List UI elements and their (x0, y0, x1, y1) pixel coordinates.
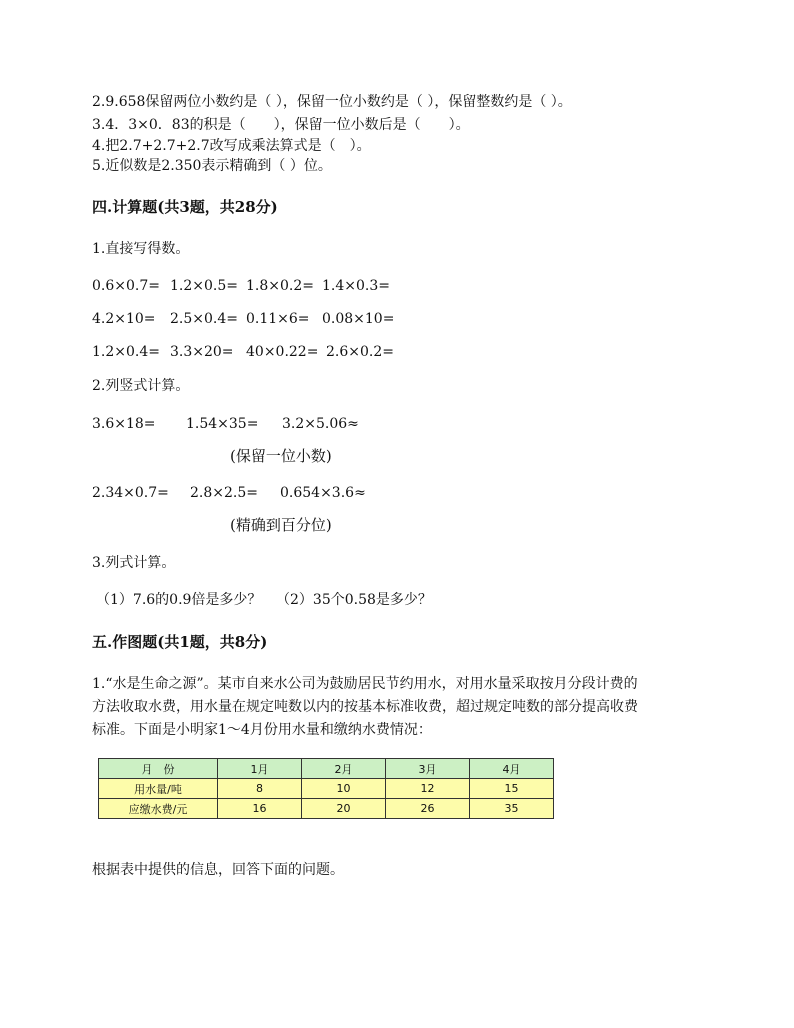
oral-calc-item: 2.6×0.2= (326, 344, 394, 360)
table-header-cell: 2月 (302, 759, 386, 779)
oral-calc-item: 4.2×10= (92, 311, 156, 327)
table-header-row (99, 759, 554, 779)
fill-blank-q5: 5.近似数是2.350表示精确到（ ）位。 (92, 158, 332, 174)
oral-calc-item: 1.4×0.3= (322, 278, 390, 294)
vertical-calc-item: 3.2×5.06≈ (282, 416, 359, 432)
water-fee-table (98, 758, 554, 819)
fill-blank-q2: 2.9.658保留两位小数约是（ ），保留一位小数约是（ ），保留整数约是（ ）。 (92, 94, 572, 110)
vertical-calc-item: 0.654×3.6≈ (280, 485, 366, 501)
section4-q3-label: 3.列式计算。 (92, 555, 176, 571)
oral-calc-item: 0.08×10= (322, 311, 395, 327)
table-cell: 35 (470, 799, 554, 819)
table-row (99, 779, 554, 799)
problem-text-line: 标准。下面是小明家1～4月份用水量和缴纳水费情况： (92, 722, 432, 738)
table-cell: 15 (470, 779, 554, 799)
table-row (99, 799, 554, 819)
table-cell: 用水量/吨 (99, 779, 218, 799)
rounding-note: (保留一位小数) (230, 447, 332, 465)
table-header-cell: 3月 (386, 759, 470, 779)
section4-title: 四.计算题(共3题，共28分) (92, 198, 278, 216)
oral-calc-item: 0.6×0.7= (92, 278, 160, 294)
table-cell: 8 (218, 779, 302, 799)
oral-calc-item: 1.2×0.5= (170, 278, 238, 294)
word-calc-part: （2）35个0.58是多少？ (276, 592, 432, 608)
table-header-cell: 4月 (470, 759, 554, 779)
table-cell: 16 (218, 799, 302, 819)
section4-q2-label: 2.列竖式计算。 (92, 378, 190, 394)
word-calc-part: （1）7.6的0.9倍是多少？ (96, 592, 262, 608)
section4-q1-label: 1.直接写得数。 (92, 241, 190, 257)
problem-text-line: 1.“水是生命之源”。某市自来水公司为鼓励居民节约用水，对用水量采取按月分段计费的 (92, 676, 638, 692)
table-header-cell: 月 份 (99, 759, 218, 779)
oral-calc-item: 40×0.22= (246, 344, 319, 360)
vertical-calc-item: 2.34×0.7= (92, 485, 169, 501)
table-cell: 12 (386, 779, 470, 799)
fill-blank-q4: 4.把2.7+2.7+2.7改写成乘法算式是（ ）。 (92, 138, 371, 154)
section5-title: 五.作图题(共1题，共8分) (92, 633, 268, 651)
table-cell: 10 (302, 779, 386, 799)
problem-text-line: 方法收取水费，用水量在规定吨数以内的按基本标准收费，超过规定吨数的部分提高收费 (92, 699, 638, 715)
table-header-cell: 1月 (218, 759, 302, 779)
vertical-calc-item: 3.6×18= (92, 416, 156, 432)
table-cell: 20 (302, 799, 386, 819)
rounding-note: (精确到百分位) (230, 516, 332, 534)
oral-calc-item: 1.8×0.2= (246, 278, 314, 294)
oral-calc-item: 0.11×6= (246, 311, 310, 327)
followup-text: 根据表中提供的信息，回答下面的问题。 (92, 862, 344, 878)
vertical-calc-item: 1.54×35= (186, 416, 259, 432)
table-cell: 应缴水费/元 (99, 799, 218, 819)
oral-calc-item: 3.3×20= (170, 344, 234, 360)
oral-calc-item: 1.2×0.4= (92, 344, 160, 360)
vertical-calc-item: 2.8×2.5= (190, 485, 258, 501)
table-cell: 26 (386, 799, 470, 819)
fill-blank-q3: 3.4．3×0．83的积是（ ），保留一位小数后是（ ）。 (92, 117, 470, 133)
oral-calc-item: 2.5×0.4= (170, 311, 238, 327)
